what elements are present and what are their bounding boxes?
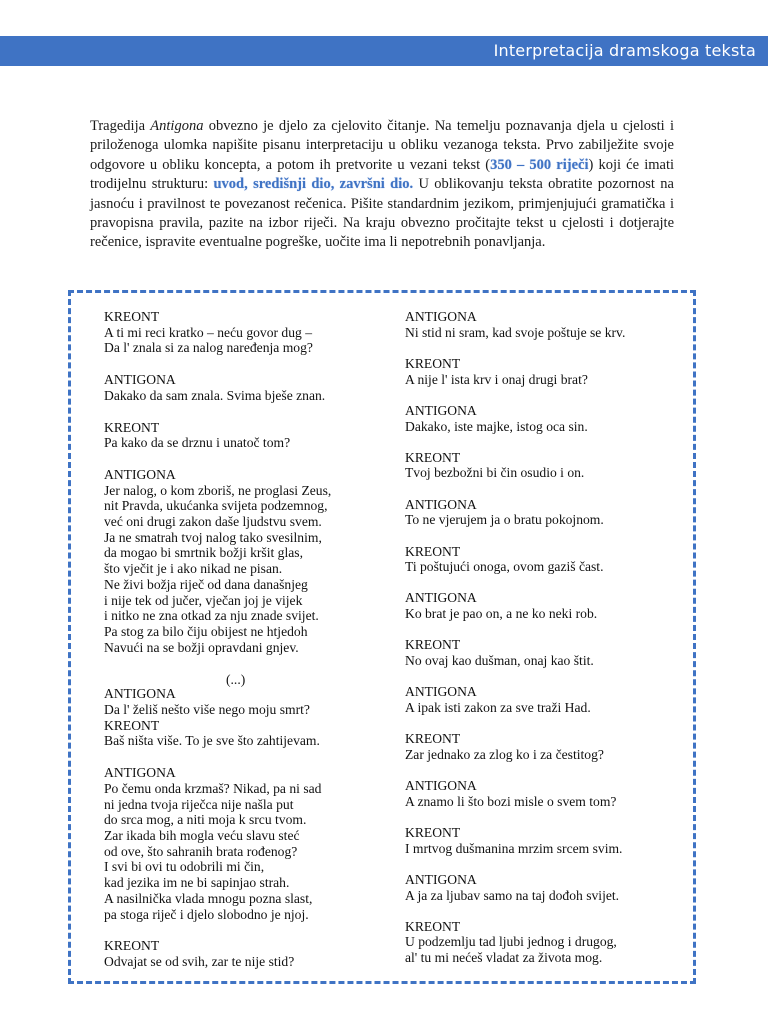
dialogue-line: do srca mog, a niti moja k srcu tvom. (104, 812, 307, 828)
dialogue-line: Ne živi božja riječ od dana današnjeg (104, 576, 308, 592)
dialogue-block (104, 686, 331, 717)
dialogue-block (405, 637, 625, 668)
dialogue-block (405, 872, 625, 903)
speaker-name: ANTIGONA (104, 765, 176, 781)
dialogue-line: I svi bi ovi tu odobrili mi čin, (104, 859, 265, 875)
speaker-name: KREONT (405, 543, 461, 559)
dialogue-line: U podzemlju tad ljubi jednog i drugog, (405, 934, 617, 950)
header-bar (0, 36, 768, 66)
dialogue-line: Tvoj bezbožni bi čin osudio i on. (405, 465, 585, 481)
dialogue-block (104, 420, 331, 451)
dialogue-line: što vječit je i ako nikad ne pisan. (104, 561, 283, 577)
speaker-name: KREONT (405, 637, 461, 653)
dialogue-line: Da l' znala si za nalog naređenja mog? (104, 340, 313, 356)
dialogue-line: No ovaj kao dušman, onaj kao štit. (405, 653, 594, 669)
header-title: Interpretacija dramskoga teksta (493, 41, 756, 60)
dialogue-line: Dakako, iste majke, istog oca sin. (405, 418, 588, 434)
dialogue-line: al' tu mi nećeš vladat za života mog. (405, 950, 603, 966)
dialogue-line: Ti poštujući onoga, ovom gaziš čast. (405, 559, 604, 575)
dialogue-line: Dakako da sam znala. Svima bješe znan. (104, 387, 326, 403)
dialogue-line: I mrtvog dušmanina mrzim srcem svim. (405, 840, 623, 856)
speaker-name: KREONT (405, 355, 461, 371)
speaker-name: KREONT (405, 449, 461, 465)
dialogue-line: Ja ne smatrah tvoj nalog tako svesilnim, (104, 529, 322, 545)
intro-title: Antigona (150, 118, 204, 134)
dialogue-line: da mogao bi smrtnik božji kršit glas, (104, 545, 303, 561)
speaker-name: KREONT (104, 309, 160, 324)
dialogue-group (104, 686, 331, 749)
dialogue-line: Pa kako da se drznu i unatoč tom? (104, 435, 291, 451)
speaker-name: KREONT (405, 824, 461, 840)
dialogue-block (104, 765, 331, 922)
dialogue-line: pa stoga riječ i djelo slobodno je njoj. (104, 906, 309, 922)
dialogue-line: i nije tek od jučer, vječan joj je vijek (104, 592, 303, 608)
dialogue-line: A ti mi reci kratko – neću govor dug – (104, 324, 313, 340)
speaker-name: ANTIGONA (405, 590, 477, 606)
dialogue-line: Odvajat se od svih, zar te nije stid? (104, 953, 295, 969)
dialogue-block (405, 544, 625, 575)
dialogue-block (405, 825, 625, 856)
dialogue-block (405, 450, 625, 481)
dialogue-block (405, 778, 625, 809)
dialogue-block (405, 356, 625, 387)
speaker-name: KREONT (104, 717, 160, 733)
speaker-name: ANTIGONA (104, 372, 176, 388)
dialogue-block (104, 718, 331, 749)
word-count-highlight: 350 – 500 riječi (490, 156, 589, 173)
dialogue-line: A nije l' ista krv i onaj drugi brat? (405, 371, 588, 387)
structure-highlight: uvod, središnji dio, završni dio. (213, 176, 414, 193)
dialogue-line: od ove, što sahranih brata rođenog? (104, 843, 298, 859)
speaker-name: KREONT (405, 918, 461, 934)
dialogue-block (405, 497, 625, 528)
dialogue-block (405, 684, 625, 715)
excerpt-left-column (104, 309, 331, 970)
dialogue-line: Da l' želiš nešto više nego moju smrt? (104, 702, 310, 718)
omission-marker: (...) (226, 672, 246, 687)
dialogue-block (405, 919, 625, 966)
dialogue-group (104, 765, 331, 969)
dialogue-block (405, 309, 625, 340)
dialogue-line: Jer nalog, o kom zboriš, ne proglasi Zeus, (104, 482, 332, 498)
omission-spacer (104, 655, 331, 686)
dialogue-line: Navući na se božji opravdani gnjev. (104, 639, 299, 655)
speaker-name: ANTIGONA (104, 686, 176, 702)
speaker-name: ANTIGONA (405, 496, 477, 512)
dialogue-line: Po čemu onda krzmaš? Nikad, pa ni sad (104, 780, 322, 796)
dialogue-block (104, 309, 331, 356)
dialogue-line: Baš ništa više. To je sve što zahtijevam. (104, 733, 320, 749)
dialogue-line: Zar ikada bih mogla veću slavu steć (104, 827, 300, 843)
dialogue-line: ni jedna tvoja riječca nije našla put (104, 796, 294, 812)
speaker-name: ANTIGONA (104, 466, 176, 482)
speaker-name: ANTIGONA (405, 309, 477, 324)
dialogue-line: Zar jednako za zlog ko i za čestitog? (405, 746, 604, 762)
dialogue-block (104, 938, 331, 969)
speaker-name: KREONT (405, 731, 461, 747)
dialogue-line: Pa stog za bilo čiju obijest ne htjedoh (104, 623, 308, 639)
intro-text: ) koji će imati trodijelnu strukturu: (90, 156, 675, 193)
intro-text: Tragedija (90, 118, 151, 134)
dialogue-block (104, 372, 331, 403)
dialogue-block (104, 467, 331, 655)
dialogue-line: To ne vjerujem ja o bratu pokojnom. (405, 512, 604, 528)
speaker-name: ANTIGONA (405, 684, 477, 700)
excerpt-right-column (405, 309, 625, 966)
intro-text: U oblikovanju teksta obratite pozornost na jasnoću i pravilnost te povezanost rečenica. Pišite standardnim jezikom, primjenjujući gramatička i pravopisna pravila, pazite na izbor riječi. Na kraju obvezno pročitajte tekst u cjelosti i dotjerajte rečenice, ispravite eventualne pogreške, uočite ima li nepotrebnih ponavljanja. (90, 176, 674, 251)
instructions-paragraph (90, 117, 674, 253)
dialogue-line: A ja za ljubav samo na taj dođoh svijet. (405, 887, 620, 903)
speaker-name: KREONT (104, 938, 160, 954)
dialogue-line: A ipak isti zakon za sve traži Had. (405, 699, 591, 715)
dialogue-line: i nitko ne zna otkad za nju znade svijet. (104, 608, 319, 624)
dialogue-line: već oni drugi zakon daše ljudstvu svem. (104, 514, 322, 530)
dialogue-block (405, 403, 625, 434)
speaker-name: ANTIGONA (405, 871, 477, 887)
speaker-name: ANTIGONA (405, 778, 477, 794)
speaker-name: KREONT (104, 419, 160, 435)
dialogue-line: nit Pravda, ukućanka svijeta podzemnog, (104, 498, 328, 514)
dialogue-line: Ni stid ni sram, kad svoje poštuje se krv. (405, 324, 626, 340)
dialogue-line: A znamo li što bozi misle o svem tom? (405, 793, 617, 809)
dialogue-line: A nasilnička vlada mnogu pozna slast, (104, 890, 313, 906)
dialogue-block (405, 590, 625, 621)
dialogue-line: kad jezika im ne bi sapinjao strah. (104, 875, 290, 891)
dialogue-line: Ko brat je pao on, a ne ko neki rob. (405, 606, 598, 622)
intro-text: obvezno je djelo za cjelovito čitanje. Na temelju poznavanja djela u cjelosti i priloženoga ulomka napišite pisanu interpretaciju u obliku vezanoga teksta. Prvo zabilježite svoje odgovore u obliku koncepta, a potom ih pretvorite u vezani tekst ( (90, 118, 674, 173)
speaker-name: ANTIGONA (405, 402, 477, 418)
dialogue-block (405, 731, 625, 762)
